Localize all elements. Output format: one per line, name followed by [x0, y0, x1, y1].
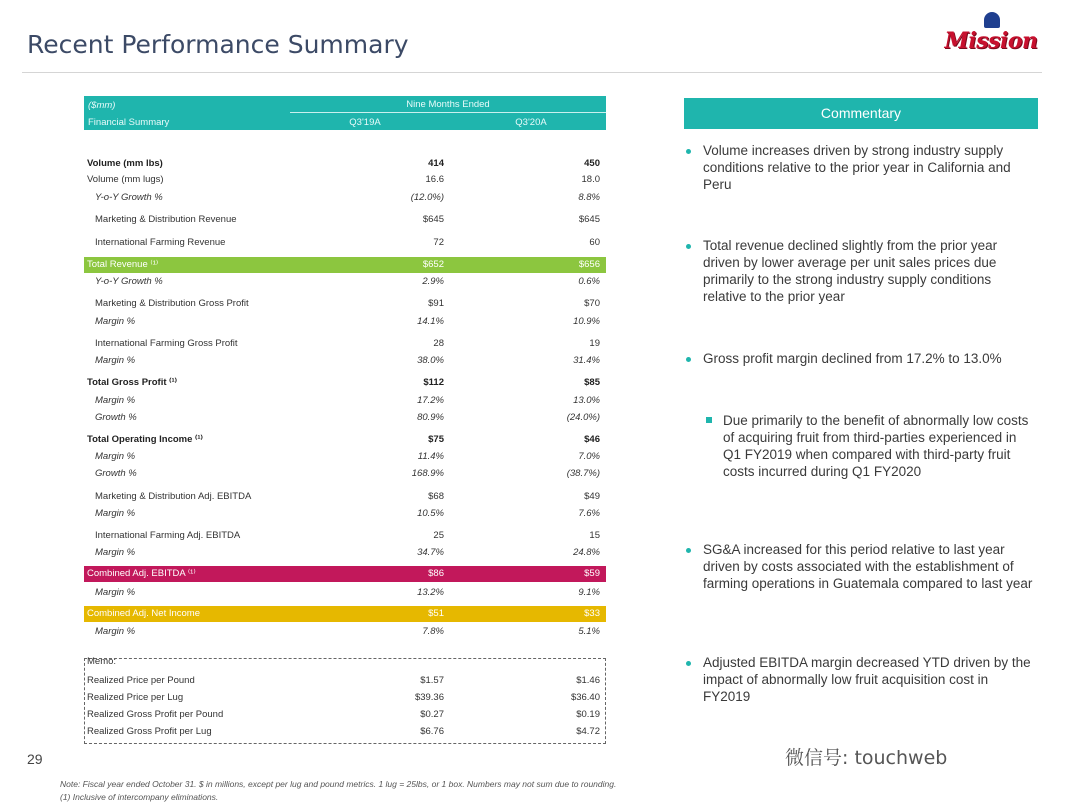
value-q3-20: $33	[584, 608, 600, 619]
row-label: Realized Gross Profit per Pound	[87, 709, 224, 720]
table-row	[84, 156, 606, 172]
value-q3-19: 7.8%	[422, 626, 444, 637]
row-label: Marketing & Distribution Gross Profit	[95, 298, 249, 309]
value-q3-20: $36.40	[570, 692, 600, 703]
value-q3-19: $6.76	[420, 726, 444, 737]
value-q3-19: 80.9%	[417, 412, 444, 423]
row-label: Realized Gross Profit per Lug	[87, 726, 212, 737]
value-q3-20: 8.8%	[578, 192, 600, 203]
page-number: 29	[27, 751, 43, 767]
table-row	[84, 393, 606, 409]
table-row	[84, 466, 606, 482]
wechat-watermark: 微信号: touchweb	[785, 747, 948, 769]
row-label: Margin %	[95, 355, 136, 366]
table-row	[84, 707, 606, 723]
bullet-dot-icon	[686, 149, 691, 154]
value-q3-19: $91	[428, 298, 444, 309]
value-q3-20: 7.0%	[578, 451, 600, 462]
table-row	[84, 545, 606, 561]
row-label: Y-o-Y Growth %	[95, 192, 163, 203]
table-row	[84, 432, 606, 448]
value-q3-19: 414	[428, 158, 444, 169]
table-label: Financial Summary	[88, 117, 170, 128]
footnote-note: Note: Fiscal year ended October 31. $ in millions, except per lug and pound metrics. 1 lug = 25lbs, or 1 box. Numbers may not sum due to rounding.	[60, 779, 617, 789]
commentary-sub-bullet	[704, 412, 1036, 480]
table-header	[84, 96, 606, 130]
table-row	[84, 353, 606, 369]
row-label: Memo:	[87, 656, 117, 667]
value-q3-20: $0.19	[576, 709, 600, 720]
value-q3-20: $656	[578, 259, 600, 270]
row-label: Margin %	[95, 508, 136, 519]
commentary-bullet	[684, 541, 1036, 592]
row-label: Realized Price per Lug	[87, 692, 184, 703]
value-q3-20: 60	[589, 237, 600, 248]
value-q3-19: 2.9%	[422, 276, 444, 287]
table-row	[84, 410, 606, 426]
table-row	[84, 212, 606, 228]
row-label: Combined Adj. EBITDA ⁽¹⁾	[87, 568, 196, 579]
value-q3-19: 168.9%	[411, 468, 444, 479]
value-q3-19: $112	[423, 377, 444, 388]
table-row	[84, 296, 606, 312]
table-row	[84, 724, 606, 740]
table-row	[84, 506, 606, 522]
row-label: International Farming Gross Profit	[95, 338, 238, 349]
row-label: Margin %	[95, 451, 136, 462]
commentary-bullet	[684, 142, 1036, 193]
bullet-dot-icon	[686, 357, 691, 362]
value-q3-19: 25	[433, 530, 444, 541]
commentary-header: Commentary	[684, 98, 1038, 129]
crown-icon	[984, 12, 1000, 28]
row-label: Growth %	[95, 412, 137, 423]
value-q3-19: 11.4%	[417, 451, 444, 462]
value-q3-19: 28	[433, 338, 444, 349]
value-q3-19: $39.36	[414, 692, 444, 703]
value-q3-20: 9.1%	[578, 587, 600, 598]
bullet-dot-icon	[686, 244, 691, 249]
table-period: Nine Months Ended	[406, 99, 490, 110]
value-q3-20: $59	[584, 568, 600, 579]
row-label: International Farming Adj. EBITDA	[95, 530, 241, 541]
row-label: International Farming Revenue	[95, 237, 226, 248]
column-header-q3-19: Q3'19A	[349, 117, 381, 128]
value-q3-19: 10.5%	[417, 508, 444, 519]
bullet-text: SG&A increased for this period relative to last year driven by costs associated with the establishment of farming operations in Guatemala compared to last year	[703, 542, 1033, 591]
row-label: Volume (mm lugs)	[87, 174, 164, 185]
value-q3-20: $46	[584, 434, 600, 445]
value-q3-20: 18.0	[581, 174, 600, 185]
financial-summary-table	[84, 96, 606, 737]
row-label: Combined Adj. Net Income	[87, 608, 201, 619]
row-label: Marketing & Distribution Revenue	[95, 214, 237, 225]
value-q3-20: $1.46	[576, 675, 600, 686]
page-title: Recent Performance Summary	[27, 30, 409, 59]
row-label: Realized Price per Pound	[87, 675, 195, 686]
value-q3-20: $70	[584, 298, 600, 309]
value-q3-19: $75	[428, 434, 444, 445]
value-q3-20: 450	[584, 158, 600, 169]
table-row	[84, 235, 606, 251]
value-q3-20: 15	[589, 530, 600, 541]
row-label: Y-o-Y Growth %	[95, 276, 163, 287]
row-label: Margin %	[95, 626, 136, 637]
value-q3-20: (24.0%)	[566, 412, 600, 423]
title-divider	[22, 72, 1042, 73]
value-q3-19: $1.57	[420, 675, 444, 686]
table-row	[84, 257, 606, 273]
logo-text: Mission	[944, 28, 1038, 54]
row-label: Growth %	[95, 468, 137, 479]
period-divider	[290, 112, 606, 113]
table-row	[84, 624, 606, 640]
bullet-dot-icon	[686, 661, 691, 666]
table-row	[84, 274, 606, 290]
value-q3-19: $68	[428, 491, 444, 502]
table-row	[84, 673, 606, 689]
value-q3-19: (12.0%)	[410, 192, 444, 203]
value-q3-20: $4.72	[576, 726, 600, 737]
value-q3-19: 72	[433, 237, 444, 248]
value-q3-19: 17.2%	[417, 395, 444, 406]
value-q3-20: 13.0%	[573, 395, 600, 406]
table-row	[84, 449, 606, 465]
table-row	[84, 375, 606, 391]
value-q3-19: 34.7%	[417, 547, 444, 558]
value-q3-19: 13.2%	[417, 587, 444, 598]
bullet-square-icon	[706, 417, 712, 423]
value-q3-19: $51	[428, 608, 444, 619]
bullet-text: Adjusted EBITDA margin decreased YTD driven by the impact of abnormally low fruit acquisition cost in FY2019	[703, 655, 1031, 704]
table-row	[84, 172, 606, 188]
row-label: Volume (mm lbs)	[87, 158, 163, 169]
table-row	[84, 690, 606, 706]
row-label: Margin %	[95, 587, 136, 598]
value-q3-19: $652	[422, 259, 444, 270]
column-header-q3-20: Q3'20A	[515, 117, 547, 128]
value-q3-19: 14.1%	[417, 316, 444, 327]
table-row	[84, 528, 606, 544]
mission-logo	[938, 12, 1048, 58]
bullet-text: Total revenue declined slightly from the prior year driven by lower average per unit sales prices due primarily to the strong industry supply conditions relative to the prior year	[703, 238, 998, 304]
value-q3-20: 19	[589, 338, 600, 349]
row-label: Total Operating Income ⁽¹⁾	[87, 434, 203, 445]
value-q3-20: 5.1%	[578, 626, 600, 637]
row-label: Marketing & Distribution Adj. EBITDA	[95, 491, 252, 502]
commentary-bullet	[684, 654, 1036, 705]
value-q3-20: 31.4%	[573, 355, 600, 366]
value-q3-20: 24.8%	[573, 547, 600, 558]
table-row	[84, 585, 606, 601]
table-row	[84, 606, 606, 622]
value-q3-20: 10.9%	[573, 316, 600, 327]
commentary-bullet	[684, 350, 1036, 367]
row-label: Total Gross Profit ⁽¹⁾	[87, 377, 177, 388]
bullet-text: Due primarily to the benefit of abnormally low costs of acquiring fruit from third-parties experienced in Q1 FY2019 when compared with third-party fruit costs incurred during Q1 FY2020	[723, 413, 1029, 479]
value-q3-19: 38.0%	[417, 355, 444, 366]
value-q3-19: $0.27	[420, 709, 444, 720]
value-q3-20: $645	[578, 214, 600, 225]
value-q3-19: $645	[422, 214, 444, 225]
table-row	[84, 314, 606, 330]
bullet-dot-icon	[686, 548, 691, 553]
table-row	[84, 336, 606, 352]
value-q3-20: $49	[584, 491, 600, 502]
row-label: Margin %	[95, 547, 136, 558]
commentary-bullet	[684, 237, 1036, 305]
table-units: ($mm)	[88, 100, 116, 111]
value-q3-20: (38.7%)	[566, 468, 600, 479]
row-label: Margin %	[95, 395, 136, 406]
value-q3-19: 16.6	[425, 174, 444, 185]
row-label: Total Revenue ⁽¹⁾	[87, 259, 159, 270]
table-row	[84, 489, 606, 505]
value-q3-20: 7.6%	[578, 508, 600, 519]
value-q3-19: $86	[428, 568, 444, 579]
bullet-text: Gross profit margin declined from 17.2% to 13.0%	[703, 351, 1002, 366]
value-q3-20: $85	[584, 377, 600, 388]
footnote-1: (1) Inclusive of intercompany eliminations.	[60, 792, 219, 802]
value-q3-20: 0.6%	[578, 276, 600, 287]
table-row	[84, 190, 606, 206]
row-label: Margin %	[95, 316, 136, 327]
bullet-text: Volume increases driven by strong industry supply conditions relative to the prior year in California and Peru	[703, 143, 1011, 192]
table-row	[84, 654, 606, 670]
table-row	[84, 566, 606, 582]
